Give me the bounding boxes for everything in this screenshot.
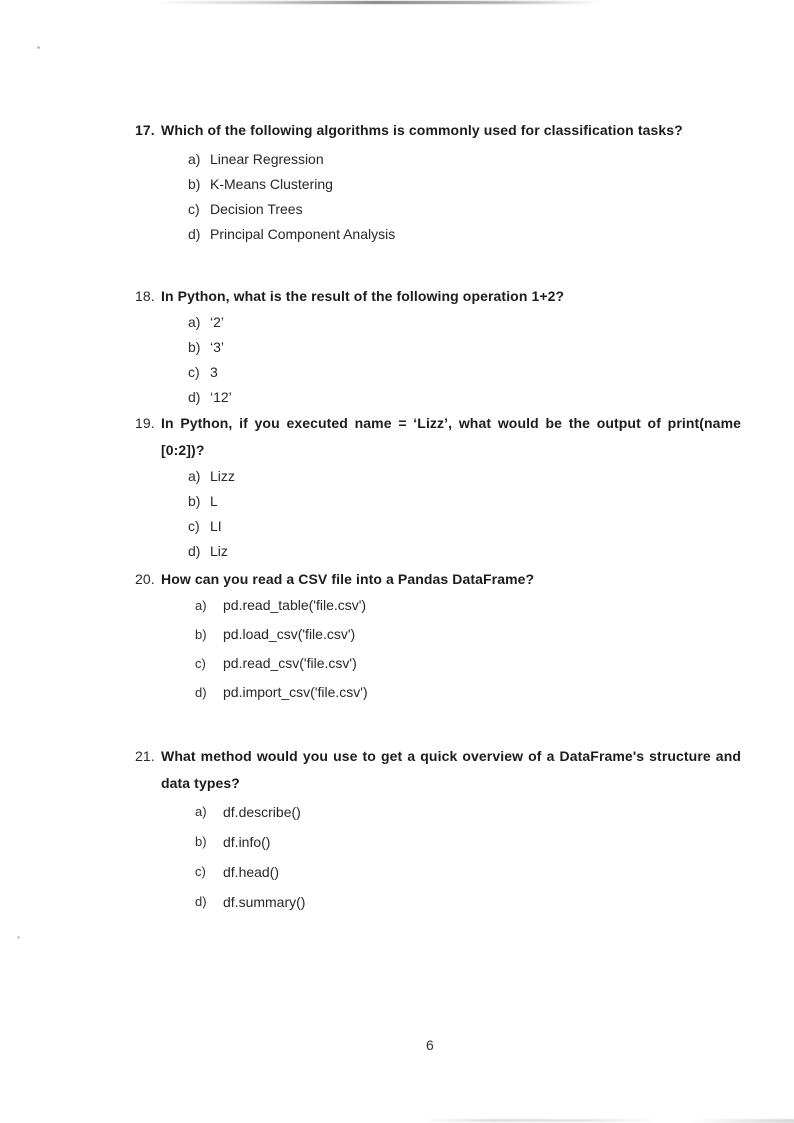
question-heading: [135, 743, 741, 797]
option-text: df.describe(): [223, 804, 301, 820]
option-row: [135, 857, 741, 887]
option-letter: c): [188, 518, 200, 534]
option-letter: a): [195, 598, 207, 613]
question-text-line: In Python, if you executed name = ‘Lizz’, what would be the output of print(name: [161, 415, 741, 431]
option-text: pd.read_table('file.csv'): [223, 597, 367, 613]
option-row: [135, 385, 741, 410]
question-heading: [135, 283, 741, 310]
question-text-line: data types?: [161, 775, 240, 791]
option-letter: a): [188, 468, 201, 484]
option-text: ‘12’: [210, 389, 232, 405]
questions-container: [135, 117, 741, 917]
question-heading: [135, 410, 741, 464]
option-text: pd.load_csv('file.csv'): [223, 626, 356, 642]
option-letter: c): [195, 656, 206, 671]
option-letter: a): [188, 314, 201, 330]
option-letter: b): [188, 339, 201, 355]
question-number: 17.: [135, 122, 155, 138]
option-row: [135, 310, 741, 335]
scan-speck: [17, 936, 20, 939]
option-text: Liz: [210, 543, 228, 559]
question-block: [135, 283, 741, 410]
option-row: [135, 678, 741, 707]
option-letter: b): [195, 627, 207, 642]
scan-streak-top: [155, 1, 600, 4]
option-letter: a): [195, 804, 207, 819]
option-text: pd.read_csv('file.csv'): [223, 655, 357, 671]
option-letter: b): [195, 834, 207, 849]
question-heading: [135, 117, 741, 144]
option-letter: b): [188, 493, 201, 509]
options-list: [135, 797, 741, 917]
page-number: 6: [426, 1037, 434, 1053]
option-letter: b): [188, 176, 201, 192]
option-letter: d): [195, 894, 207, 909]
option-row: [135, 147, 741, 172]
question-text-line: Which of the following algorithms is commonly used for classification tasks?: [161, 122, 683, 138]
question-block: [135, 566, 741, 707]
option-row: [135, 514, 741, 539]
option-letter: d): [188, 543, 201, 559]
option-row: [135, 887, 741, 917]
option-text: df.summary(): [223, 894, 306, 910]
option-text: pd.import_csv('file.csv'): [223, 684, 368, 700]
option-text: ‘3’: [210, 339, 225, 355]
question-text-line: In Python, what is the result of the following operation 1+2?: [161, 288, 565, 304]
option-text: LI: [210, 518, 222, 534]
question-number: 18.: [135, 288, 155, 304]
option-row: [135, 335, 741, 360]
question-number: 19.: [135, 415, 155, 431]
question-number: 20.: [135, 571, 155, 587]
option-row: [135, 222, 741, 247]
scan-streak-bottom-right: [690, 1119, 794, 1123]
options-list: [135, 591, 741, 707]
option-letter: c): [195, 864, 206, 879]
scan-speck: [37, 46, 40, 49]
scan-streak-bottom: [420, 1119, 660, 1122]
question-block: [135, 743, 741, 917]
option-letter: d): [188, 389, 201, 405]
option-text: Lizz: [210, 468, 235, 484]
option-row: [135, 539, 741, 564]
option-letter: d): [188, 226, 201, 242]
options-list: [135, 147, 741, 247]
option-text: df.info(): [223, 834, 271, 850]
option-text: Decision Trees: [210, 201, 303, 217]
option-text: Principal Component Analysis: [210, 226, 396, 242]
option-text: Linear Regression: [210, 151, 324, 167]
question-text-line: What method would you use to get a quick overview of a DataFrame's structure and: [161, 748, 741, 764]
option-text: df.head(): [223, 864, 280, 880]
option-letter: d): [195, 685, 207, 700]
option-row: [135, 172, 741, 197]
options-list: [135, 310, 741, 410]
option-letter: c): [188, 364, 200, 380]
option-text: K-Means Clustering: [210, 176, 333, 192]
question-text-line: How can you read a CSV file into a Pandas DataFrame?: [161, 571, 535, 587]
option-letter: a): [188, 151, 201, 167]
options-list: [135, 464, 741, 564]
option-row: [135, 797, 741, 827]
option-row: [135, 360, 741, 385]
option-row: [135, 197, 741, 222]
option-text: L: [210, 493, 218, 509]
option-letter: c): [188, 201, 200, 217]
option-row: [135, 827, 741, 857]
option-row: [135, 620, 741, 649]
option-row: [135, 464, 741, 489]
option-row: [135, 649, 741, 678]
option-row: [135, 489, 741, 514]
question-number: 21.: [135, 748, 155, 764]
option-text: ‘2’: [210, 314, 225, 330]
question-text-line: [0:2])?: [161, 442, 205, 458]
question-block: [135, 117, 741, 247]
option-text: 3: [210, 364, 218, 380]
option-row: [135, 591, 741, 620]
question-heading: [135, 566, 741, 593]
question-block: [135, 410, 741, 564]
